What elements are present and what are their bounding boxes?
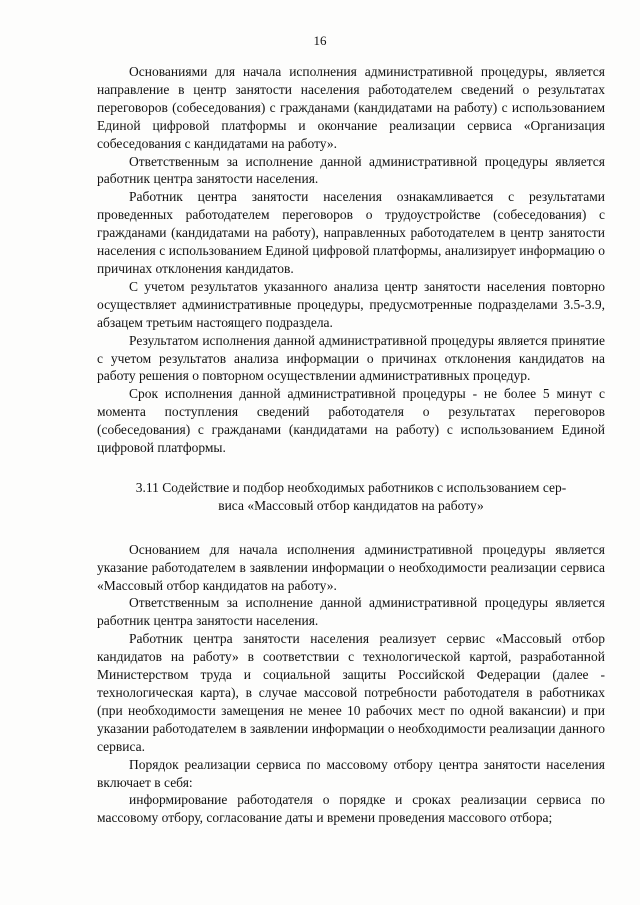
paragraph-result: Результатом исполнения данной административной процедуры является принятие с учетом результатов анализа информации о причинах отклонения кандидатов на работу решения о повторном осуществлении административных процедур. bbox=[97, 332, 605, 384]
paragraph-deadline: Срок исполнения данной административной процедуры - не более 5 минут с момента поступления сведений работодателя о результатах переговоров (собеседования) с гражданами (кандидатами на работу) с использованием Единой цифровой платформы. bbox=[97, 386, 605, 456]
paragraph-grounds: Основаниями для начала исполнения административной процедуры, является направление в центр занятости населения работодателем сведений о результатах переговоров (собеседования) с гражданами (кандидатами на работу) с использованием Единой цифровой платформы и окончание реализации сервиса «Организация собеседования с кандидатами на работу». bbox=[97, 64, 605, 151]
paragraph-mass-responsible: Ответственным за исполнение данной административной процедуры является работник центра занятости населения. bbox=[97, 595, 605, 629]
paragraph-review-results: Работник центра занятости населения ознакамливается с результатами проведенных работодателем переговоров о трудоустройстве (собеседования) с гражданами (кандидатами на работу), направленных работодателем в центр занятости населения с использованием Единой цифровой платформы, анализирует информацию о причинах отклонения кандидатов. bbox=[97, 189, 605, 276]
paragraph-repeat-procedures: С учетом результатов указанного анализа центр занятости населения повторно осуществляет административные процедуры, предусмотренные подразделами 3.5-3.9, абзацем третьим настоящего подраздела. bbox=[97, 278, 605, 330]
paragraph-responsible: Ответственным за исполнение данной административной процедуры является работник центра занятости населения. bbox=[97, 153, 605, 187]
page-content bbox=[97, 63, 605, 827]
paragraph-mass-procedure: Порядок реализации сервиса по массовому отбору центра занятости населения включает в себя: bbox=[97, 756, 605, 790]
paragraph-mass-service: Работник центра занятости населения реализует сервис «Массовый отбор кандидатов на работу» в соответствии с технологической картой, разработанной Министерством труда и социальной защиты Российской Федерации (далее - технологическая карта), в случае массовой потребности работодателя в работниках (при необходимости замещения не менее 10 рабочих мест по одной вакансии) и при указании работодателем в заявлении информации о необходимости реализации данного сервиса. bbox=[97, 631, 605, 754]
page-number: 16 bbox=[313, 33, 327, 48]
paragraph-mass-grounds: Основанием для начала исполнения административной процедуры является указание работодателем в заявлении информации о необходимости реализации сервиса «Массовый отбор кандидатов на работу». bbox=[97, 541, 605, 593]
section-heading-line-1: 3.11 Содействие и подбор необходимых работников с использованием сер- bbox=[135, 479, 567, 495]
section-heading bbox=[97, 479, 605, 515]
paragraph-mass-informing: информирование работодателя о порядке и сроках реализации сервиса по массовому отбору, согласование даты и времени проведения массового отбора; bbox=[97, 792, 605, 826]
section-heading-line-2: виса «Массовый отбор кандидатов на работу» bbox=[218, 497, 484, 513]
